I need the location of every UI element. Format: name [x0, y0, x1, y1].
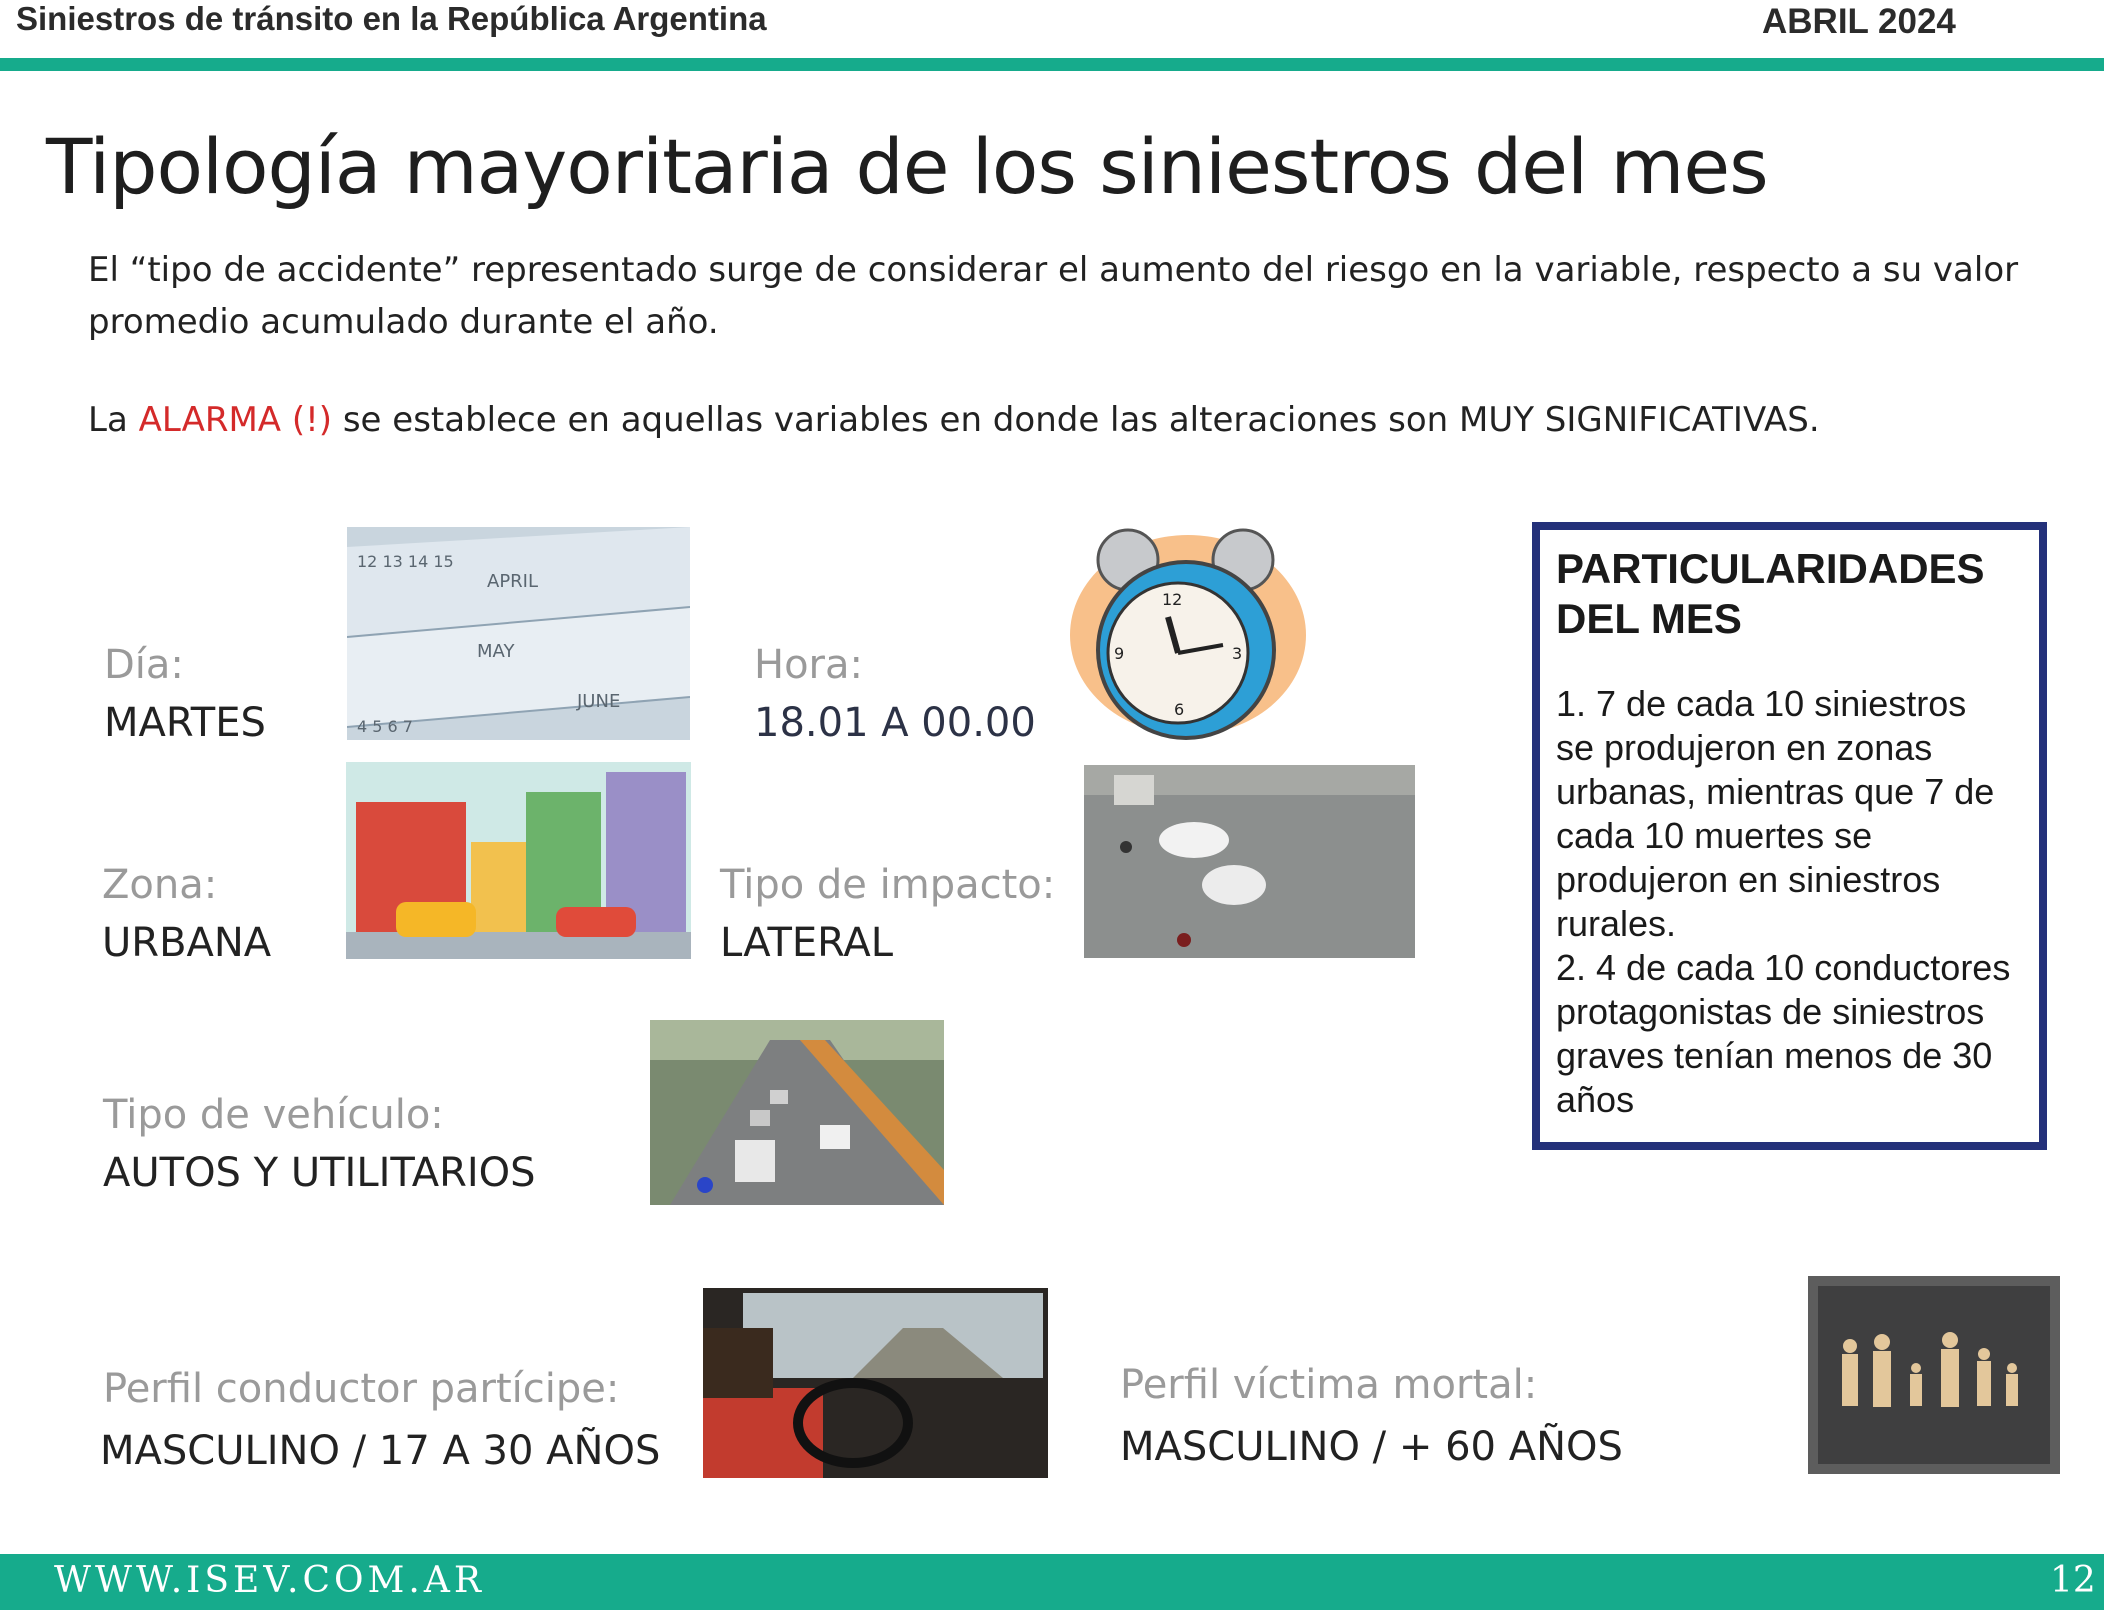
impacto-label: Tipo de impacto: [720, 862, 1056, 908]
vehiculo-label: Tipo de vehículo: [103, 1092, 444, 1138]
page-title: Tipología mayoritaria de los siniestros del mes [46, 122, 1768, 211]
alarm-note [88, 400, 1820, 440]
svg-text:9: 9 [1114, 644, 1125, 663]
highway-traffic-photo [650, 1020, 944, 1205]
intro-paragraph: El “tipo de accidente” representado surge de considerar el aumento del riesgo en la variable, respecto a su valor promedio acumulado durante el año. [88, 250, 2019, 342]
svg-text:12: 12 [1162, 590, 1183, 609]
alarm-word: ALARMA (!) [138, 400, 333, 440]
family-figures-photo [1808, 1276, 2060, 1474]
particularidades-box [1532, 522, 2047, 1150]
report-date: ABRIL 2024 [1762, 2, 1956, 41]
impacto-value: LATERAL [720, 920, 893, 966]
particularidades-body: 1. 7 de cada 10 siniestros se produjeron en zonas urbanas, mientras que 7 de cada 10 muertes se produjeron en siniestros rurales. 2. 4 de cada 10 conductores protagonistas de siniestros graves tenían menos de 30 años [1556, 683, 2011, 1120]
alarm-prefix: La [88, 400, 139, 440]
zona-value: URBANA [102, 920, 272, 966]
svg-text:MAY: MAY [477, 641, 515, 662]
hora-label: Hora: [754, 642, 863, 688]
conductor-label: Perfil conductor partícipe: [103, 1366, 620, 1412]
svg-text:JUNE: JUNE [577, 691, 621, 712]
victima-value: MASCULINO / + 60 AÑOS [1120, 1424, 1623, 1470]
svg-text:3: 3 [1232, 644, 1243, 663]
page-number: 12 [2050, 1560, 2096, 1601]
report-header-title: Siniestros de tránsito en la República Argentina [16, 0, 767, 37]
driver-photo [703, 1288, 1048, 1478]
svg-text:12 13 14 15: 12 13 14 15 [357, 552, 454, 571]
svg-text:6: 6 [1174, 700, 1185, 719]
crash-photo [1084, 765, 1415, 958]
conductor-value: MASCULINO / 17 A 30 AÑOS [100, 1428, 661, 1474]
alarm-clock-image [1058, 505, 1308, 750]
svg-text:4 5 6 7: 4 5 6 7 [357, 717, 413, 736]
hora-value: 18.01 A 00.00 [754, 700, 1036, 746]
footer-website-link[interactable]: WWW.ISEV.COM.AR [54, 1560, 485, 1601]
vehiculo-value: AUTOS Y UTILITARIOS [103, 1150, 536, 1196]
calendar-image [347, 527, 690, 740]
dia-value: MARTES [104, 700, 266, 746]
header-divider [0, 58, 2104, 71]
zona-label: Zona: [102, 862, 218, 908]
city-street-image [346, 762, 691, 959]
svg-text:APRIL: APRIL [487, 571, 539, 592]
particularidades-title: PARTICULARIDADES DEL MES [1556, 545, 1985, 642]
victima-label: Perfil víctima mortal: [1120, 1362, 1538, 1408]
alarm-suffix: se establece en aquellas variables en donde las alteraciones son MUY SIGNIFICATIVAS. [332, 400, 1820, 440]
dia-label: Día: [104, 642, 184, 688]
